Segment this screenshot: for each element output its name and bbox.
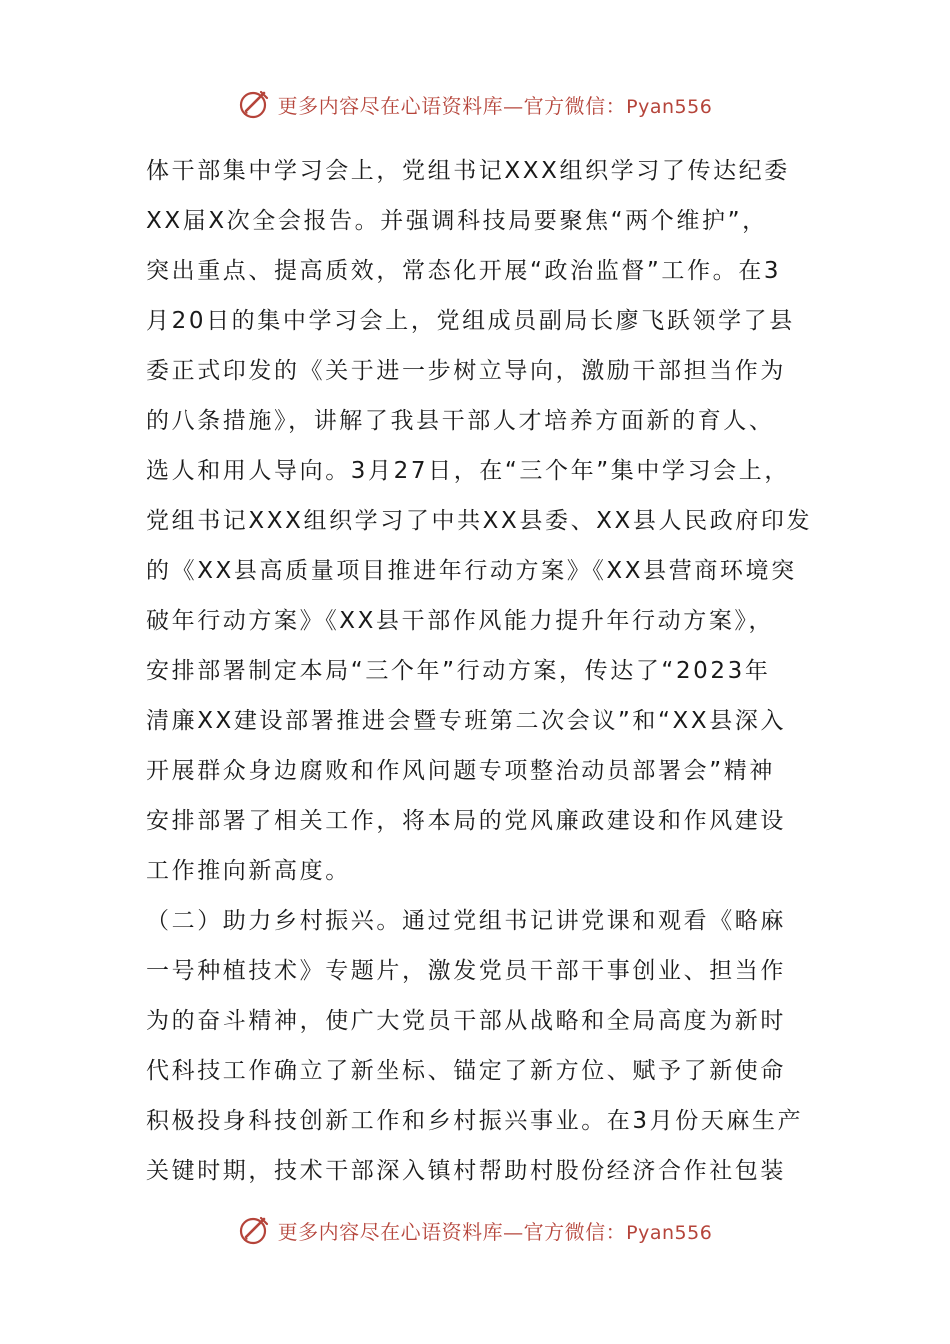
body-line: 月20日的集中学习会上，党组成员副局长廖飞跃领学了县 [146,308,795,334]
header-watermark [0,84,950,124]
watermark-text [278,1216,713,1245]
body-line: 的八条措施》，讲解了我县干部人才培养方面新的育人、 [146,408,775,434]
body-line: 关键时期，技术干部深入镇村帮助村股份经济合作社包装 [146,1158,786,1184]
document-body [146,146,826,1196]
body-line: 破年行动方案》《XX县干部作风能力提升年行动方案》， [146,608,775,634]
body-line: 突出重点、提高质效，常态化开展“政治监督”工作。在3 [146,258,782,284]
pen-logo-icon [238,1213,272,1247]
body-line: XX届X次全会报告。并强调科技局要聚焦“两个维护”， [146,208,768,234]
pen-logo-icon [238,87,272,121]
watermark-text [278,90,713,119]
body-line: 安排部署了相关工作，将本局的党风廉政建设和作风建设 [146,808,786,834]
body-line: 积极投身科技创新工作和乡村振兴事业。在3月份天麻生产 [146,1108,804,1134]
footer-watermark [0,1210,950,1250]
body-line: 开展群众身边腐败和作风问题专项整治动员部署会”精神 [146,758,775,784]
body-line: 为的奋斗精神，使广大党员干部从战略和全局高度为新时 [146,1008,786,1034]
section-heading-line: （二）助力乡村振兴。通过党组书记讲党课和观看《略麻 [146,908,786,934]
watermark-wechat-id: Pyan556 [626,1221,713,1244]
body-line: 清廉XX建设部署推进会暨专班第二次会议”和“XX县深入 [146,708,787,734]
watermark-wechat-id: Pyan556 [626,95,713,118]
watermark-label: 更多内容尽在心语资料库—官方微信： [277,93,627,118]
body-line: 选人和用人导向。3月27日，在“三个年”集中学习会上， [146,458,790,484]
body-line: 的《XX县高质量项目推进年行动方案》《XX县营商环境突 [146,558,797,584]
body-line: 工作推向新高度。 [146,858,351,884]
body-line: 党组书记XXX组织学习了中共XX县委、XX县人民政府印发 [146,508,813,534]
body-line: 代科技工作确立了新坐标、锚定了新方位、赋予了新使命 [146,1058,786,1084]
watermark-label: 更多内容尽在心语资料库—官方微信： [277,1219,627,1244]
body-line: 委正式印发的《关于进一步树立导向，激励干部担当作为 [146,358,786,384]
body-line: 体干部集中学习会上，党组书记XXX组织学习了传达纪委 [146,158,790,184]
body-line: 一号种植技术》专题片，激发党员干部干事创业、担当作 [146,958,786,984]
body-line: 安排部署制定本局“三个年”行动方案，传达了“2023年 [146,658,771,684]
